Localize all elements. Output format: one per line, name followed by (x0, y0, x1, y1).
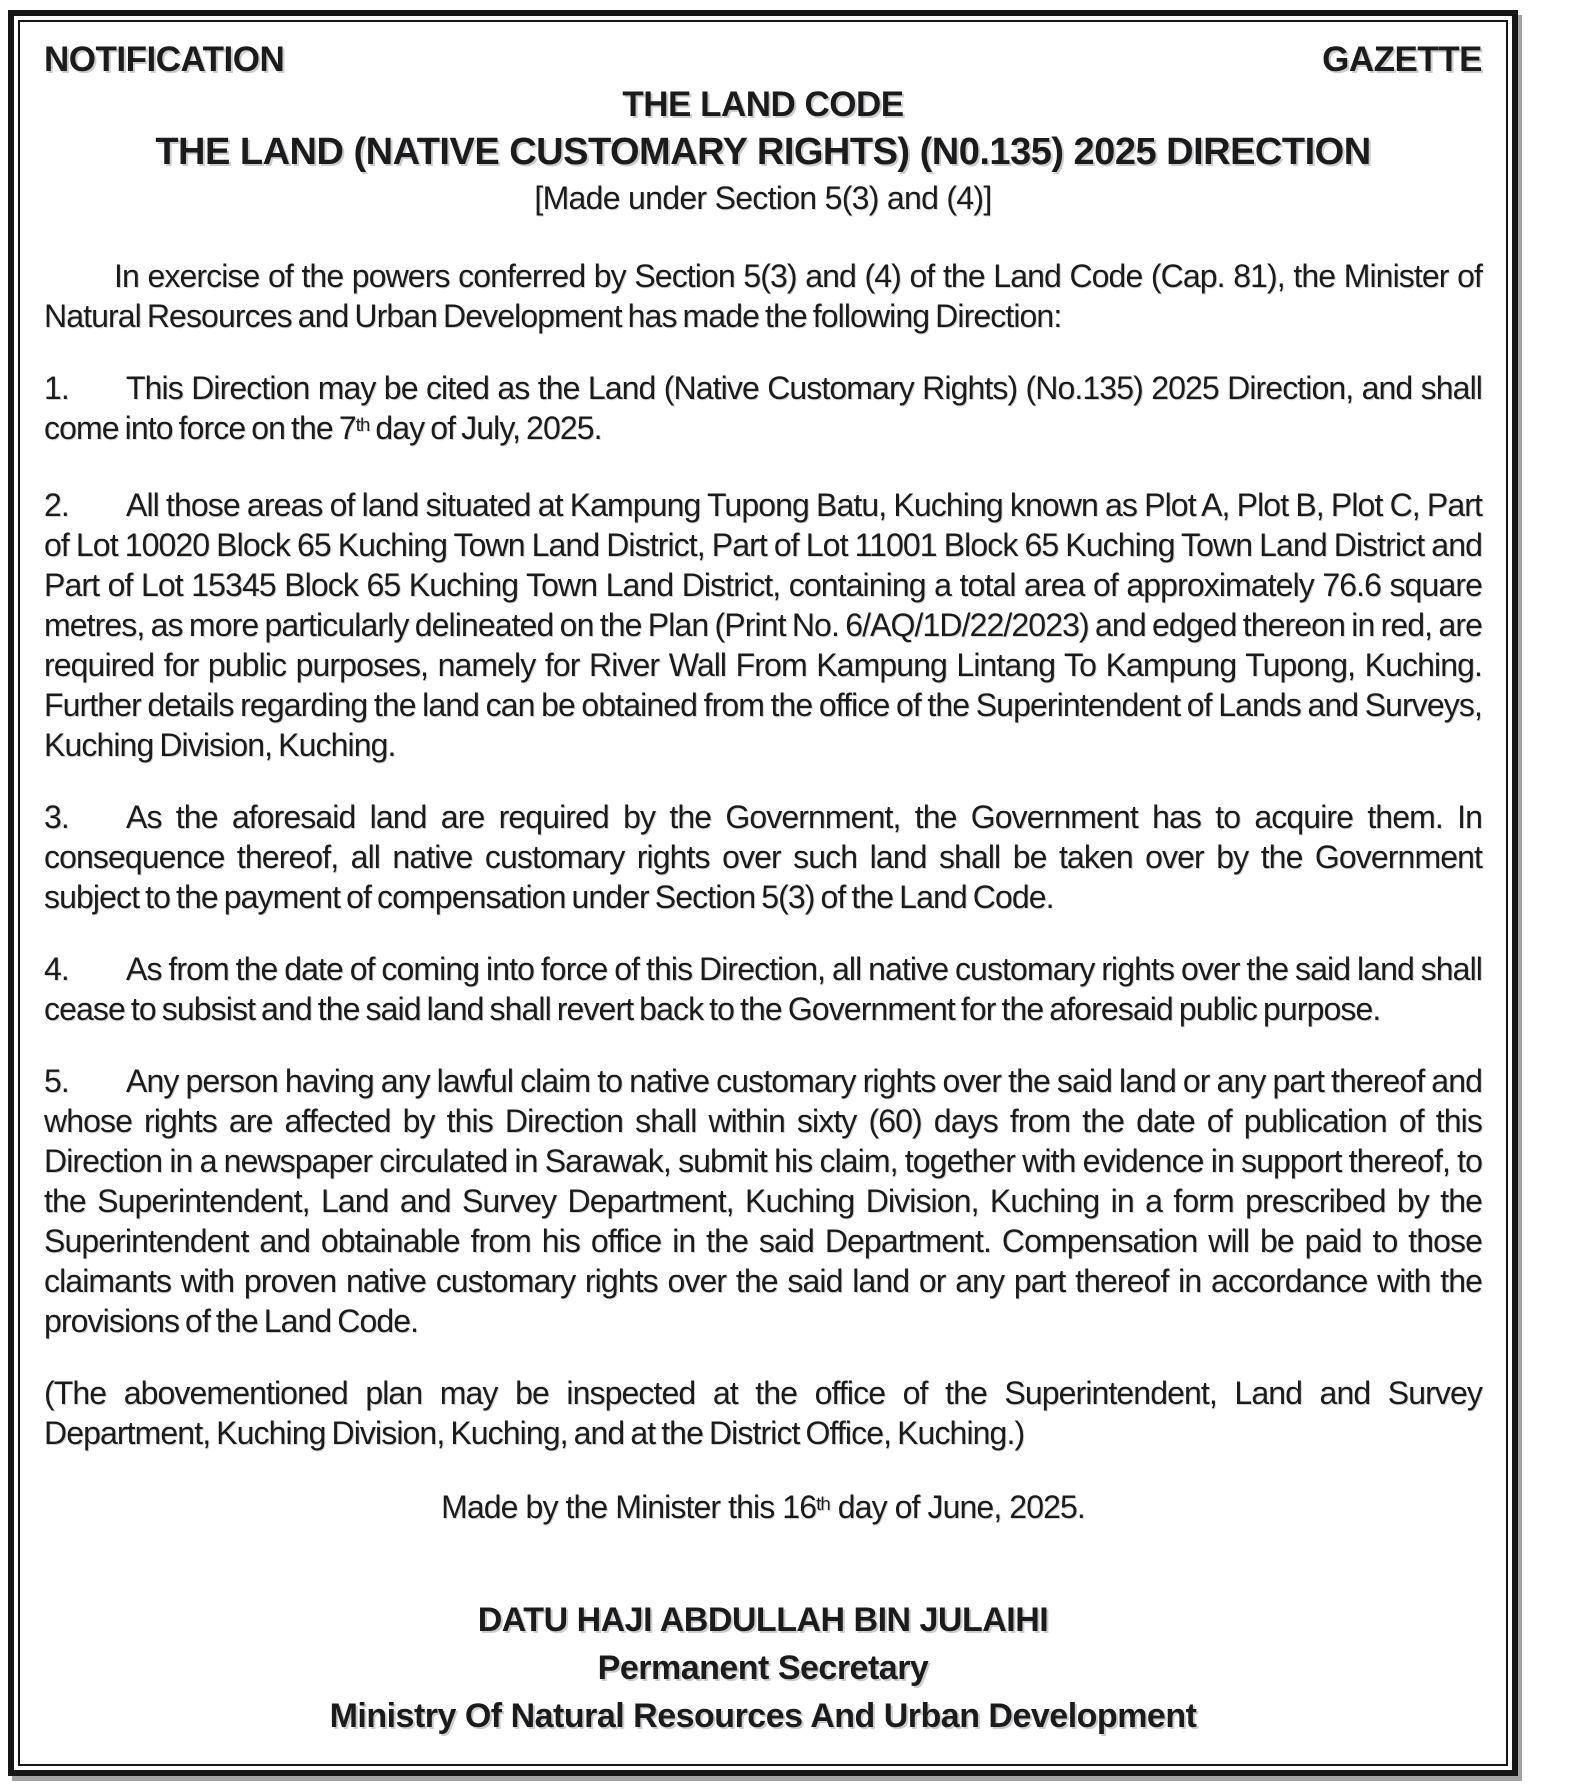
clause-1-number: 1. (44, 370, 69, 406)
signature-block (44, 1596, 1482, 1740)
title-line-1: THE LAND CODE (622, 85, 904, 124)
intro-paragraph: In exercise of the powers conferred by Section 5(3) and (4) of the Land Code (Cap. 81), the Minister of Natural Resources and Urban Development has made the following Direction: (44, 258, 1482, 334)
masthead (44, 38, 1482, 82)
clause-4 (44, 949, 1482, 1029)
clause-3-number: 3. (44, 799, 69, 835)
clause-1-text-pre: This Direction may be cited as the Land (Native Customary Rights) (No.135) 2025 Direction, and shall come into force on the 7 (44, 370, 1482, 446)
clause-4-text: As from the date of coming into force of this Direction, all native customary rights over the said land shall cease to subsist and the said land shall revert back to the Government for the aforesaid public purpose. (44, 951, 1482, 1027)
clause-1 (44, 368, 1482, 453)
clause-2 (44, 485, 1482, 765)
clause-1-text-post: day of July, 2025. (369, 410, 602, 446)
ordinal-superscript-july: th (355, 413, 370, 435)
clause-3-text: As the aforesaid land are required by the Government, the Government has to acquire them. In consequence thereof, all native customary rights over such land shall be taken over by the Government subject to the payment of compensation under Section 5(3) of the Land Code. (44, 799, 1482, 915)
notice-inner-border (18, 20, 1508, 1766)
clause-2-number: 2. (44, 487, 69, 523)
signatory-name: DATU HAJI ABDULLAH BIN JULAIHI (477, 1601, 1049, 1639)
masthead-right-label: GAZETTE (1322, 40, 1482, 79)
gazette-notice (8, 10, 1518, 1776)
clause-5-text: Any person having any lawful claim to native customary rights over the said land or any part thereof and whose rights are affected by this Direction shall within sixty (60) days from the date of publication of this Direction in a newspaper circulated in Sarawak, submit his claim, together with evidence in support thereof, to the Superintendent, Land and Survey Department, Kuching Division, Kuching in a form prescribed by the Superintendent and obtainable from his office in the said Department. Compensation will be paid to those claimants with proven native customary rights over the said land or any part thereof in accordance with the provisions of the Land Code. (44, 1063, 1482, 1339)
title-line-3: [Made under Section 5(3) and (4)] (534, 180, 992, 216)
made-by-line (44, 1487, 1482, 1532)
clause-5 (44, 1061, 1482, 1341)
masthead-left-label: NOTIFICATION (44, 40, 285, 79)
title-line-2: THE LAND (NATIVE CUSTOMARY RIGHTS) (N0.135) 2025 DIRECTION (155, 131, 1371, 173)
signatory-ministry: Ministry Of Natural Resources And Urban Development (329, 1697, 1197, 1735)
signatory-title: Permanent Secretary (597, 1649, 929, 1687)
clause-2-text: All those areas of land situated at Kampung Tupong Batu, Kuching known as Plot A, Plot B, Plot C, Part of Lot 10020 Block 65 Kuching Town Land District, Part of Lot 11001 Block 65 Kuching Town Land District and Part of Lot 15345 Block 65 Kuching Town Land District, containing a total area of approximately 76.6 square metres, as more particularly delineated on the Plan (Print No. 6/AQ/1D/22/2023) and edged thereon in red, are required for public purposes, namely for River Wall From Kampung Lintang To Kampung Tupong, Kuching. Further details regarding the land can be obtained from the office of the Superintendent of Lands and Surveys, Kuching Division, Kuching. (44, 487, 1482, 763)
plan-inspection-note: (The abovementioned plan may be inspected at the office of the Superintendent, Land and Survey Department, Kuching Division, Kuching, and at the District Office, Kuching.) (44, 1375, 1482, 1451)
made-by-text-pre: Made by the Minister this 16 (441, 1489, 817, 1525)
clause-3 (44, 797, 1482, 917)
clause-5-number: 5. (44, 1063, 69, 1099)
clause-4-number: 4. (44, 951, 69, 987)
made-by-text-post: day of June, 2025. (829, 1489, 1085, 1525)
ordinal-superscript-june: th (816, 1492, 830, 1514)
